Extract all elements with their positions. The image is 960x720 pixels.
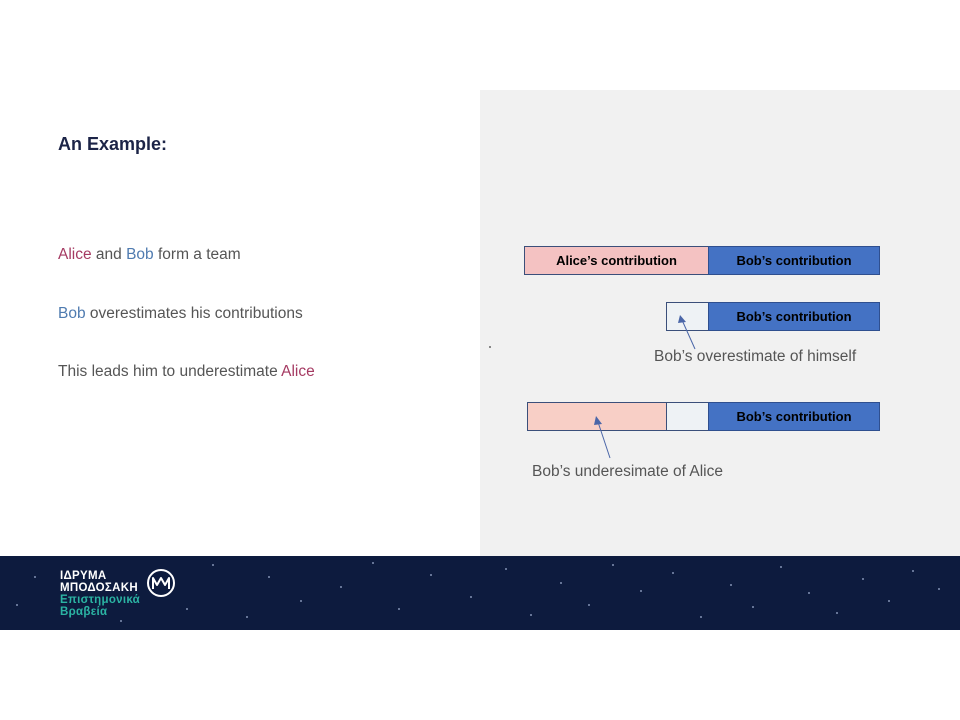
star-dot bbox=[340, 586, 342, 588]
star-dot bbox=[430, 574, 432, 576]
diagram-panel bbox=[480, 90, 960, 556]
text-form-team: form a team bbox=[153, 246, 241, 263]
star-dot bbox=[16, 604, 18, 606]
star-dot bbox=[470, 596, 472, 598]
overestimate-arrowhead bbox=[678, 315, 686, 323]
star-dot bbox=[588, 604, 590, 606]
text-leads: This leads him to underestimate bbox=[58, 363, 282, 380]
star-dot bbox=[612, 564, 614, 566]
underestimate-arrowhead bbox=[594, 416, 602, 425]
monogram-logo-icon bbox=[146, 568, 176, 598]
statement-overestimate bbox=[58, 305, 303, 323]
logo-line-3: Επιστημονικά bbox=[60, 594, 141, 606]
stray-dot bbox=[489, 346, 491, 348]
star-dot bbox=[836, 612, 838, 614]
star-dot bbox=[700, 616, 702, 618]
star-dot bbox=[640, 590, 642, 592]
star-dot bbox=[34, 576, 36, 578]
name-alice: Alice bbox=[281, 363, 315, 380]
star-dot bbox=[268, 576, 270, 578]
star-dot bbox=[560, 582, 562, 584]
star-dot bbox=[212, 564, 214, 566]
star-dot bbox=[120, 620, 122, 622]
statement-underestimate bbox=[58, 363, 315, 381]
star-dot bbox=[372, 562, 374, 564]
star-dot bbox=[530, 614, 532, 616]
logo-line-2: ΜΠΟΔΟΣΑΚΗ bbox=[60, 582, 138, 594]
star-dot bbox=[505, 568, 507, 570]
bob-contribution-label: Bob’s contribution bbox=[736, 309, 852, 324]
underestimate-annotation: Bob’s underesimate of Alice bbox=[532, 463, 723, 480]
star-dot bbox=[862, 578, 864, 580]
star-dot bbox=[730, 584, 732, 586]
footer-band bbox=[0, 556, 960, 630]
star-dot bbox=[888, 600, 890, 602]
star-dot bbox=[912, 570, 914, 572]
name-bob: Bob bbox=[126, 246, 154, 263]
name-alice: Alice bbox=[58, 246, 92, 263]
underestimate-arrow-line bbox=[598, 422, 610, 458]
star-dot bbox=[246, 616, 248, 618]
text-overestimates: overestimates his contributions bbox=[85, 305, 303, 322]
star-dot bbox=[752, 606, 754, 608]
star-dot bbox=[300, 600, 302, 602]
name-bob: Bob bbox=[58, 305, 86, 322]
star-dot bbox=[672, 572, 674, 574]
bob-contribution-label: Bob’s contribution bbox=[736, 253, 852, 268]
logo-line-4: Βραβεία bbox=[60, 606, 108, 618]
star-dot bbox=[808, 592, 810, 594]
bob-contribution-label: Bob’s contribution bbox=[736, 409, 852, 424]
overestimate-arrow-line bbox=[682, 320, 695, 349]
pointer-arrow-icon bbox=[480, 90, 960, 556]
star-dot bbox=[186, 608, 188, 610]
star-dot bbox=[938, 588, 940, 590]
statement-team bbox=[58, 246, 241, 264]
alice-contribution-label: Alice’s contribution bbox=[556, 253, 677, 268]
logo-line-1: ΙΔΡΥΜΑ bbox=[60, 570, 107, 582]
text-and: and bbox=[91, 246, 127, 263]
overestimate-annotation: Bob’s overestimate of himself bbox=[654, 348, 857, 365]
slide-title: An Example: bbox=[58, 134, 168, 154]
star-dot bbox=[398, 608, 400, 610]
star-dot bbox=[780, 566, 782, 568]
